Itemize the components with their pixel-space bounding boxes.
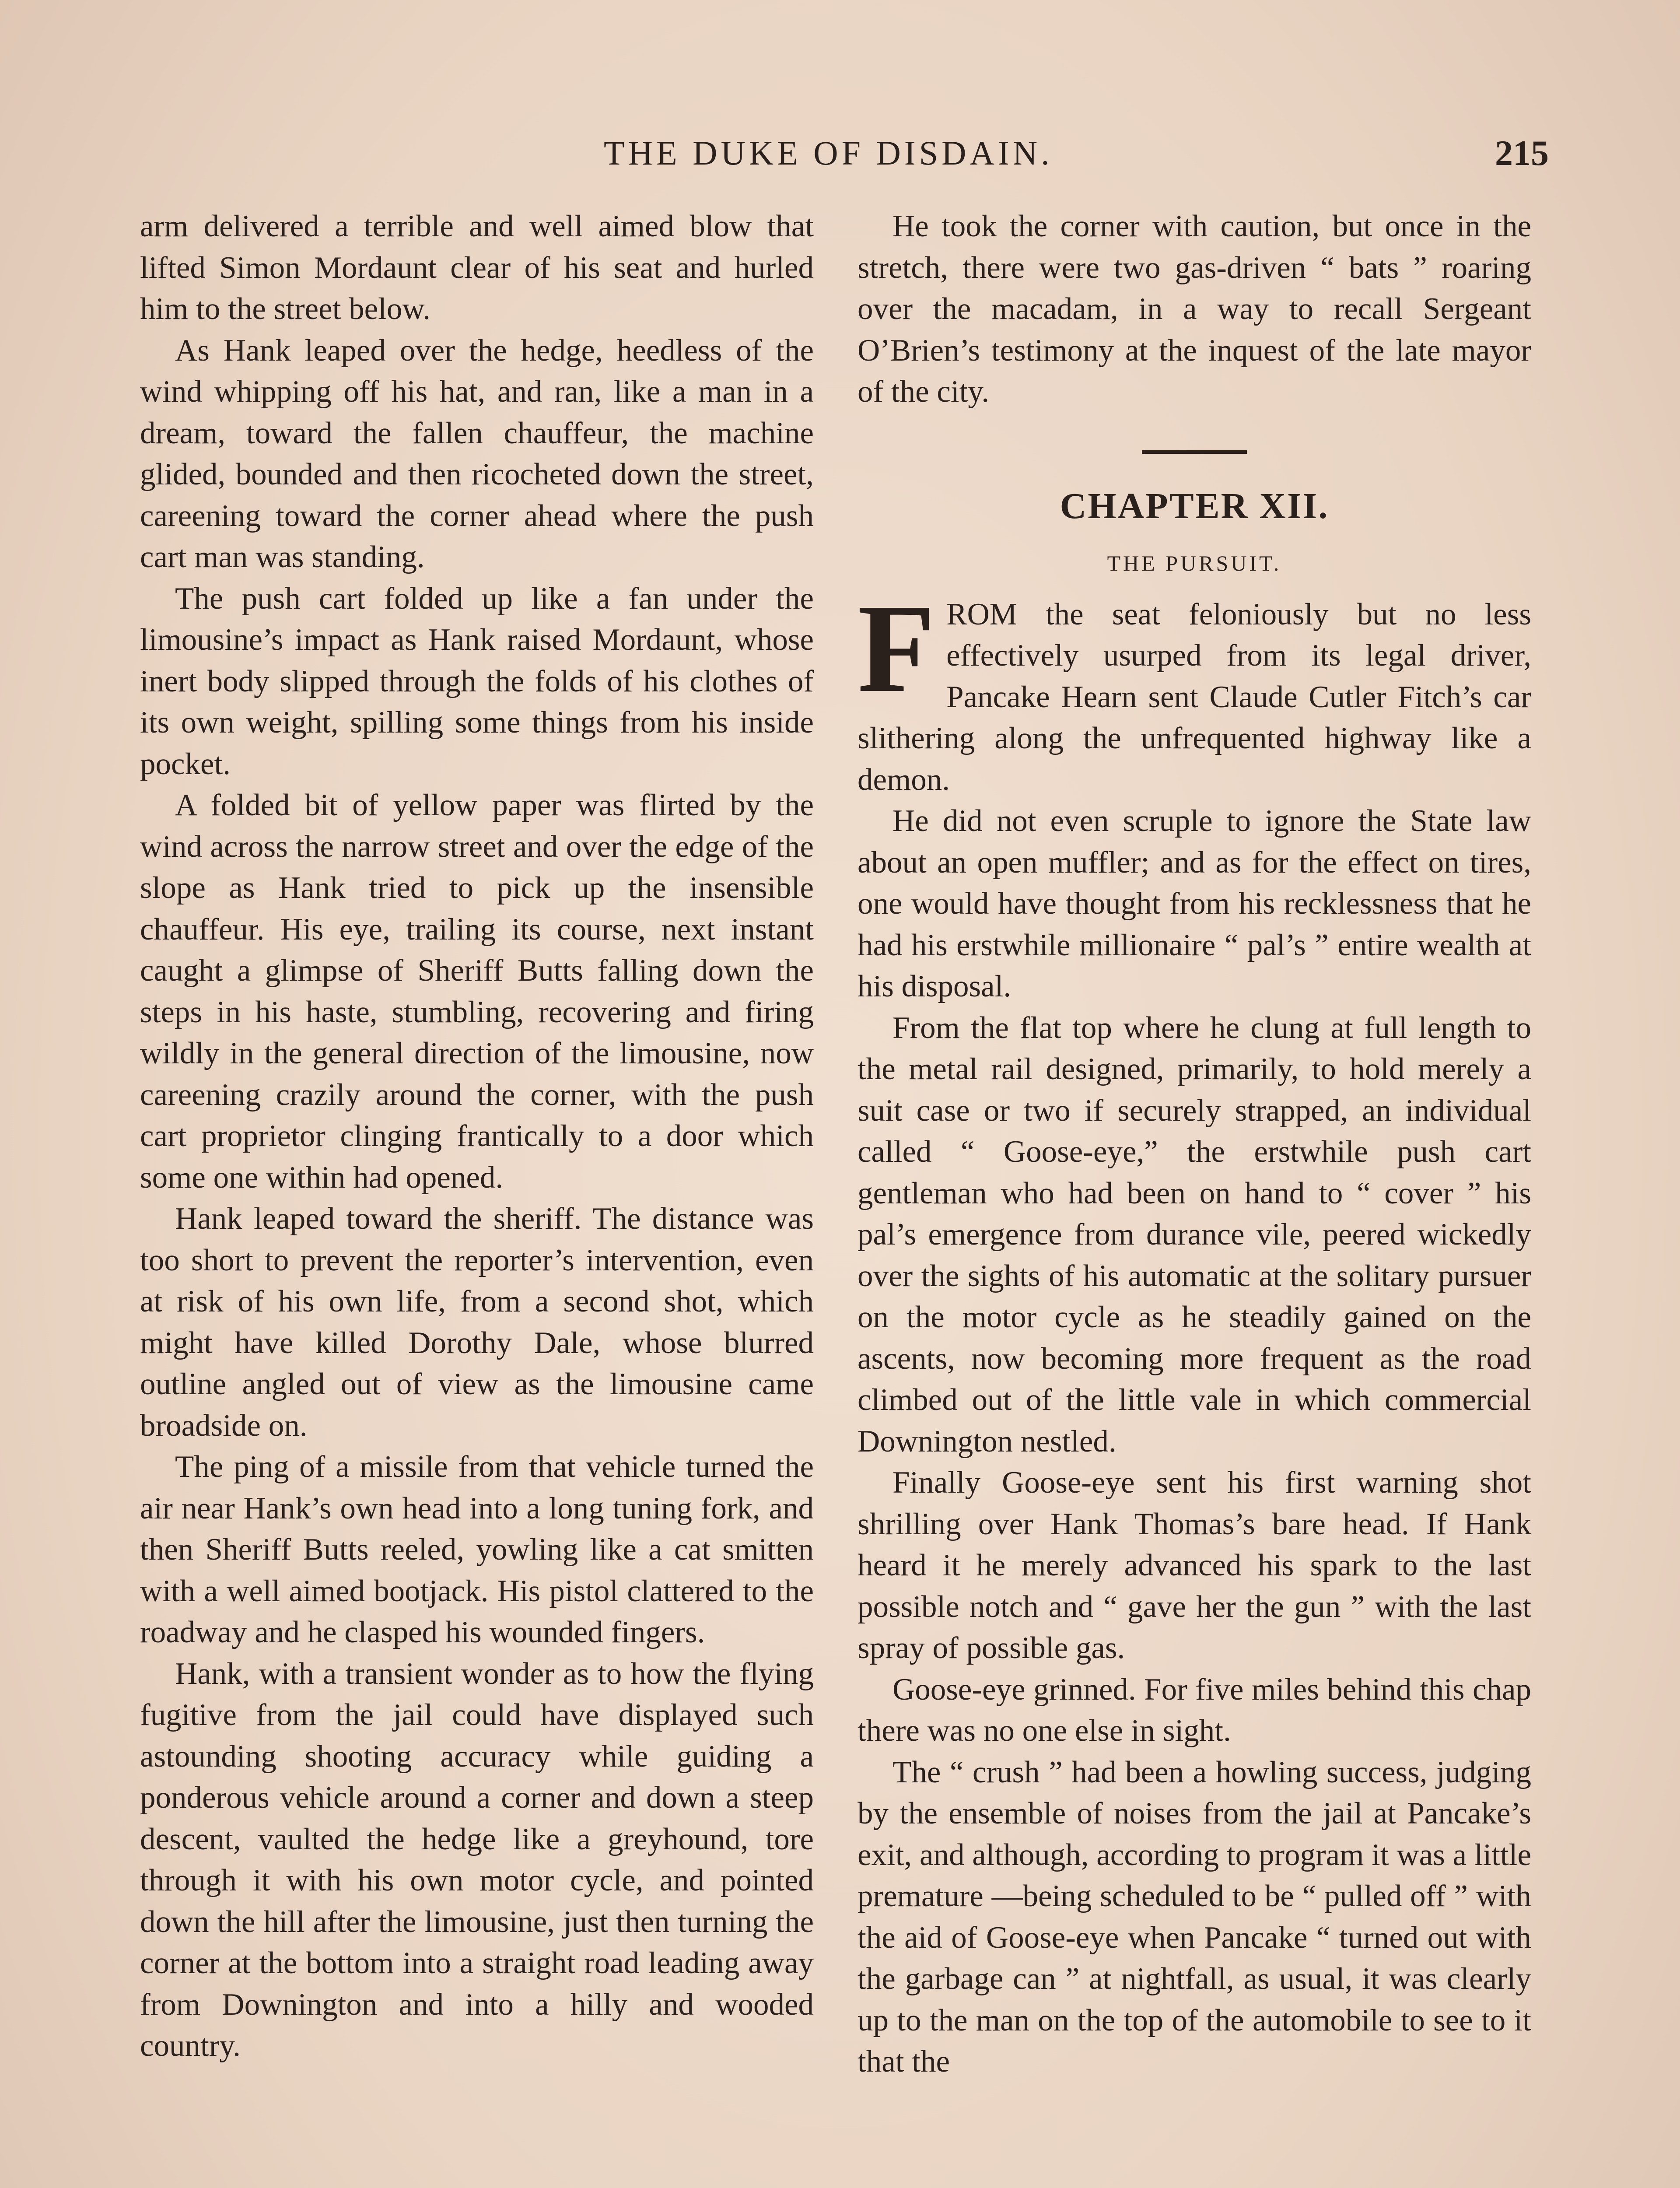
drop-cap: F [858, 578, 935, 719]
paragraph: He took the corner with caution, but once in the stretch, there were two gas-driven “ bats ” roaring over the macadam, in a way to recall Sergeant O’Brien’s testimony at the inquest of the late mayor of the city. [858, 209, 1531, 409]
paragraph: Hank, with a transient wonder as to how the flying fugitive from the jail could have displayed such astounding shooting accuracy while guiding a ponderous vehicle around a corner and down a steep descent, vaulted the hedge like a greyhound, tore through it with his own motor cycle, and pointed down the hill after the limousine, just then turning the corner at the bottom into a straight road leading away from Downington and into a hilly and wooded country. [140, 1656, 814, 2063]
paragraph: Hank leaped toward the sheriff. The distance was too short to prevent the reporter’s intervention, even at risk of his own life, from a second shot, which might have killed Dorothy Dale, whose blurred outline angled out of view as the limousine came broadside on. [140, 1202, 814, 1443]
paragraph: Finally Goose-eye sent his first warning shot shrilling over Hank Thomas’s bare head. If Hank heard it he merely advanced his spark to the last possible notch and “ gave her the gun ” with the last spray of possible gas. [858, 1466, 1531, 1665]
left-column [140, 206, 814, 2067]
page-header [140, 131, 1549, 175]
paragraph: The ping of a missile from that vehicle turned the air near Hank’s own head into a long tuning fork, and then Sheriff Butts reeled, yowling like a cat smitten with a well aimed bootjack. His pistol clattered to the roadway and he clasped his wounded fingers. [140, 1450, 814, 1649]
chapter-subtitle: THE PURSUIT. [1107, 551, 1282, 575]
page-number: 215 [1495, 133, 1549, 173]
chapter-opening-text: ROM the seat feloniously but no less effectively usurped from its legal driver, Pancake Hearn sent Claude Cutler Fitch’s car slithering along the unfrequented highway like a demon. [858, 597, 1531, 797]
paragraph: As Hank leaped over the hedge, heedless of the wind whipping off his hat, and ran, like a man in a dream, toward the fallen chauffeur, the machine glided, bounded and then ricocheted down the street, careening toward the corner ahead where the push cart man was standing. [140, 333, 814, 574]
right-column [858, 206, 1531, 2083]
running-title: THE DUKE OF DISDAIN. [604, 134, 1053, 172]
chapter-opening-paragraph [858, 578, 1531, 801]
chapter-title: CHAPTER XII. [1060, 485, 1329, 526]
paragraph: Goose-eye grinned. For five miles behind this chap there was no one else in sight. [858, 1672, 1531, 1748]
paragraph: From the flat top where he clung at full length to the metal rail designed, primarily, to hold merely a suit case or two if securely strapped, an individual called “ Goose-eye,” the erstwhile push cart gentleman who had been on hand to “ cover ” his pal’s emergence from durance vile, peered wickedly over the sights of his automatic at the solitary pursuer on the motor cycle as he steadily gained on the ascents, now becoming more frequent as the road climbed out of the little vale in which commercial Downington nestled. [858, 1010, 1531, 1459]
paragraph: He did not even scruple to ignore the State law about an open muffler; and as for the effect on tires, one would have thought from his recklessness that he had his erstwhile millionaire “ pal’s ” entire wealth at his disposal. [858, 804, 1531, 1003]
paragraph: A folded bit of yellow paper was flirted by the wind across the narrow street and over the edge of the slope as Hank tried to pick up the insensible chauffeur. His eye, trailing its course, next instant caught a glimpse of Sheriff Butts falling down the steps in his haste, stumbling, recovering and firing wildly in the general direction of the limousine, now careening crazily around the corner, with the push cart proprietor clinging frantically to a door which some one within had opened. [140, 788, 814, 1195]
paragraph: The “ crush ” had been a howling success, judging by the ensemble of noises from the jail at Pancake’s exit, and although, according to program it was a little premature —being scheduled to be “ pulled off ” with the aid of Goose-eye when Pancake “ turned out with the garbage can ” at nightfall, as usual, it was clearly up to the man on the top of the automobile to see to it that the [858, 1755, 1531, 2079]
section-divider [1142, 450, 1247, 454]
paragraph: The push cart folded up like a fan under the limousine’s impact as Hank raised Mordaunt, whose inert body slipped through the folds of his clothes of its own weight, spilling some things from his inside pocket. [140, 581, 814, 781]
paragraph: arm delivered a terrible and well aimed blow that lifted Simon Mordaunt clear of his seat and hurled him to the street below. [140, 209, 814, 326]
